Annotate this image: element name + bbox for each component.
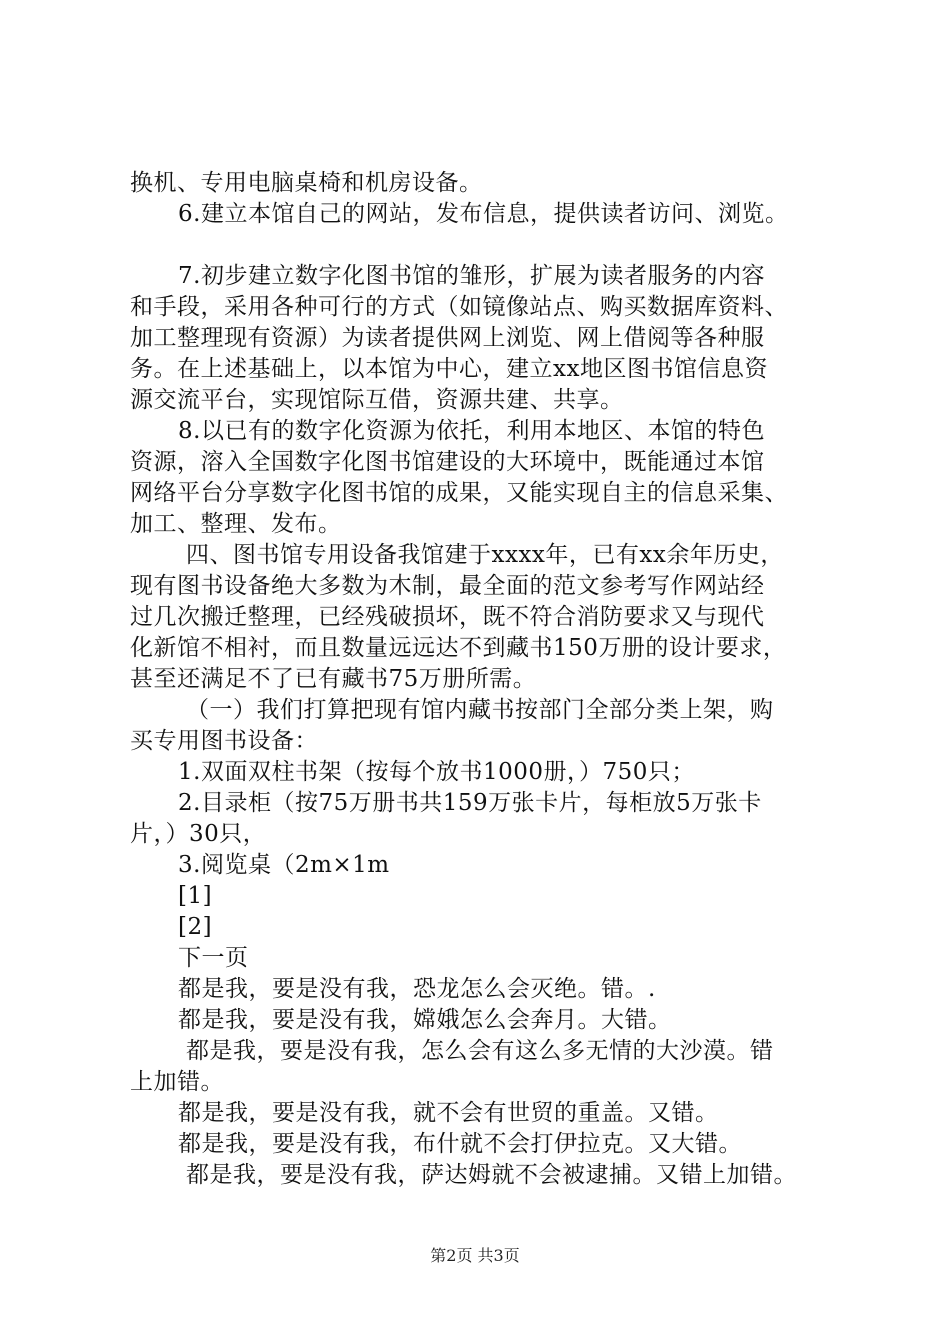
text-line: 加工、整理、发布。 <box>130 511 342 537</box>
text-line: 源交流平台，实现馆际互借，资源共建、共享。 <box>130 387 624 413</box>
text-line: 都是我，要是没有我，嫦娥怎么会奔月。大错。 <box>178 1007 672 1033</box>
text-line: [2] <box>178 914 213 940</box>
text-line: 都是我，要是没有我，恐龙怎么会灭绝。错。. <box>178 976 656 1002</box>
text-line: 片，）30只， <box>130 821 267 847</box>
text-line: 换机、专用电脑桌椅和机房设备。 <box>130 170 483 196</box>
text-line: 1.双面双柱书架（按每个放书1000册，）750只； <box>178 759 695 785</box>
text-line: 现有图书设备绝大多数为木制，最全面的范文参考写作网站经 <box>130 573 765 599</box>
text-line: 6.建立本馆自己的网站，发布信息，提供读者访问、浏览。 <box>178 201 789 227</box>
text-line: 3.阅览桌（2m×1m <box>178 852 390 878</box>
text-line: 四、图书馆专用设备我馆建于xxxx年，已有xx余年历史， <box>186 542 784 568</box>
text-line: 都是我，要是没有我，萨达姆就不会被逮捕。又错上加错。 <box>186 1162 797 1188</box>
text-line: 网络平台分享数字化图书馆的成果，又能实现自主的信息采集、 <box>130 480 788 506</box>
text-line: 都是我，要是没有我，就不会有世贸的重盖。又错。 <box>178 1100 719 1126</box>
paragraph-gap <box>130 230 835 261</box>
page-footer: 第2页 共3页 <box>430 1246 520 1265</box>
text-line: 化新馆不相衬，而且数量远远达不到藏书150万册的设计要求， <box>130 635 787 661</box>
text-line: 加工整理现有资源）为读者提供网上浏览、网上借阅等各种服 <box>130 325 765 351</box>
text-line: 上加错。 <box>130 1069 224 1095</box>
text-line: （一）我们打算把现有馆内藏书按部门全部分类上架，购 <box>186 697 774 723</box>
text-line: 下一页 <box>178 945 249 971</box>
text-line: 务。在上述基础上，以本馆为中心，建立xx地区图书馆信息资 <box>130 356 768 382</box>
text-line: [1] <box>178 883 213 909</box>
text-line: 8.以已有的数字化资源为依托，利用本地区、本馆的特色 <box>178 418 765 444</box>
document-body <box>130 168 835 1191</box>
text-line: 和手段，采用各种可行的方式（如镜像站点、购买数据库资料、 <box>130 294 788 320</box>
text-line: 都是我，要是没有我，布什就不会打伊拉克。又大错。 <box>178 1131 742 1157</box>
text-line: 资源，溶入全国数字化图书馆建设的大环境中，既能通过本馆 <box>130 449 765 475</box>
text-line: 买专用图书设备： <box>130 728 318 754</box>
text-line: 2.目录柜（按75万册书共159万张卡片，每柜放5万张卡 <box>178 790 762 816</box>
text-line: 都是我，要是没有我，怎么会有这么多无情的大沙漠。错 <box>186 1038 774 1064</box>
text-line: 7.初步建立数字化图书馆的雏形，扩展为读者服务的内容 <box>178 263 765 289</box>
text-line: 过几次搬迁整理，已经残破损坏，既不符合消防要求又与现代 <box>130 604 765 630</box>
text-line: 甚至还满足不了已有藏书75万册所需。 <box>130 666 537 692</box>
